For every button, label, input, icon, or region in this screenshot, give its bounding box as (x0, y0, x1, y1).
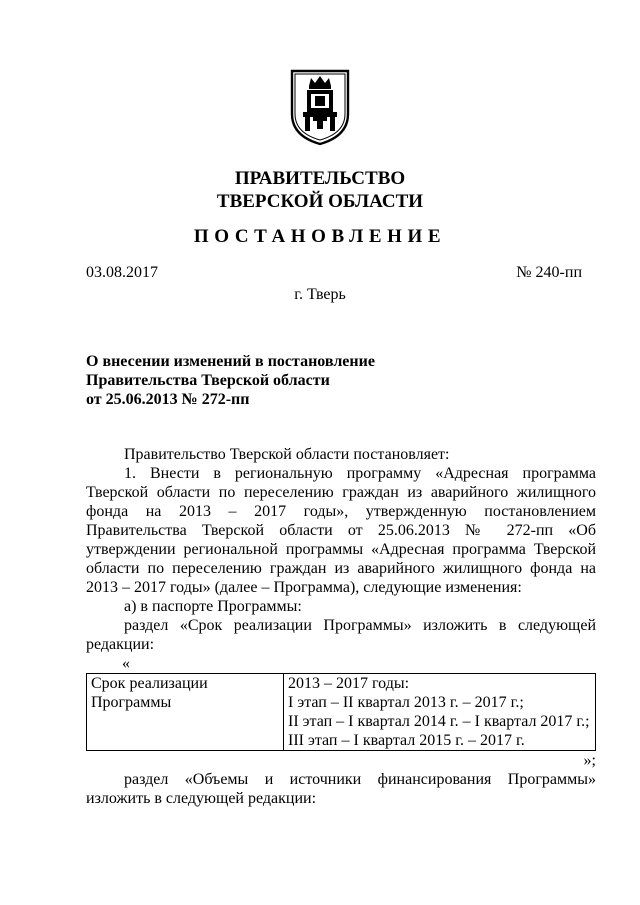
paragraph-section-term: раздел «Срок реализации Программы» изложить в следующей редакции: (86, 617, 596, 653)
document-number: № 240-пп (516, 264, 582, 281)
table-label-line2: Программы (91, 694, 172, 711)
table-label-line1: Срок реализации (91, 675, 208, 692)
table-value-line: III этап – I квартал 2015 г. – 2017 г. (288, 732, 525, 749)
table-value-line: II этап – I квартал 2014 г. – I квартал 2017 г.; (288, 713, 590, 730)
quote-open: « (122, 655, 130, 672)
table-value-line: 2013 – 2017 годы: (288, 675, 410, 692)
subject-line1: О внесении изменений в постановление (86, 353, 375, 370)
document-type: ПОСТАНОВЛЕНИЕ (193, 226, 447, 247)
paragraph-resolves: Правительство Тверской области постановляет: (124, 446, 450, 463)
table-value-line: I этап – II квартал 2013 г. – 2017 г.; (288, 694, 524, 711)
table-label-cell (87, 674, 284, 751)
subject-line3: от 25.06.2013 № 272-пп (86, 391, 250, 408)
quote-close: »; (583, 752, 596, 769)
program-term-table (86, 673, 596, 751)
tver-coat-of-arms-icon (289, 68, 351, 146)
document-body (86, 445, 596, 808)
table-row (87, 674, 596, 751)
government-name-line2: ТВЕРСКОЙ ОБЛАСТИ (216, 191, 424, 212)
document-subject (86, 352, 416, 409)
document-date: 03.08.2017 (86, 264, 158, 281)
paragraph-item-1: 1. Внести в региональную программу «Адресная программа Тверской области по переселению граждан из аварийного жилищного фонда на 2013 – 2017 годы», утвержденную постановлением Правительства Тверской области от 25.06.2013 № 272-пп «Об утверждении региональной программы «Адресная программа Тверской области по переселению граждан из аварийного жилищного фонда на 2013 – 2017 годы» (далее – Программа), следующие изменения: (86, 465, 596, 596)
paragraph-section-funding: раздел «Объемы и источники финансирования Программы» изложить в следующей редакции: (86, 771, 596, 807)
document-city: г. Тверь (294, 286, 346, 303)
subject-line2: Правительства Тверской области (86, 372, 330, 389)
paragraph-passport: а) в паспорте Программы: (124, 598, 302, 615)
government-name-line1: ПРАВИТЕЛЬСТВО (234, 168, 406, 189)
table-value-cell (284, 674, 596, 751)
